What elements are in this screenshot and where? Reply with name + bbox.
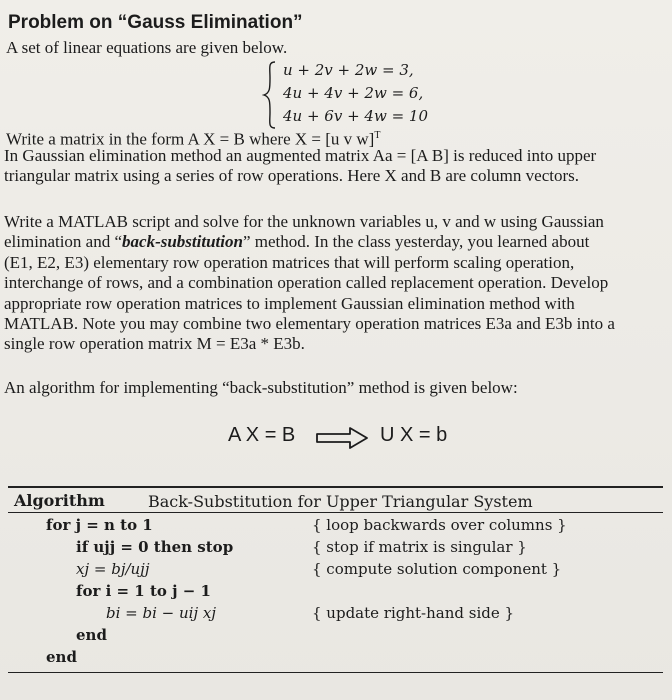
matlab-line-5: appropriate row operation matrices to implement Gaussian elimination method with xyxy=(4,294,575,313)
algorithm-comment-5: { update right-hand side } xyxy=(312,604,515,622)
algorithm-line-5: bi = bi − uij xj xyxy=(106,604,216,622)
equation-3: 4u + 6v + 4w = 10 xyxy=(283,107,429,125)
algorithm-heading: Back-Substitution for Upper Triangular System xyxy=(148,492,533,511)
algorithm-line-2: if ujj = 0 then stop xyxy=(76,538,234,556)
flow-right: U X = b xyxy=(380,424,448,446)
page-title: Problem on “Gauss Elimination” xyxy=(8,12,303,33)
algorithm-comment-2: { stop if matrix is singular } xyxy=(312,538,527,556)
algorithm-comment-1: { loop backwards over columns } xyxy=(312,516,567,534)
matlab-line-4: interchange of rows, and a combination operation called replacement operation. Develop xyxy=(4,273,609,292)
algorithm-line-1: for j = n to 1 xyxy=(46,516,153,534)
matlab-line-1: Write a MATLAB script and solve for the unknown variables u, v and w using Gaussian xyxy=(4,212,604,231)
intro-text: A set of linear equations are given below. xyxy=(6,38,288,57)
matlab-line-3: (E1, E2, E3) elementary row operation matrices that will perform scaling operation, xyxy=(4,253,575,272)
algorithm-line-4: for i = 1 to j − 1 xyxy=(76,582,211,600)
equation-1: u + 2v + 2w = 3, xyxy=(283,61,414,79)
algorithm-comment-3: { compute solution component } xyxy=(312,560,562,578)
matlab-line-2: elimination and “back-substitution” method. In the class yesterday, you learned about xyxy=(4,232,590,251)
gauss-line-2: triangular matrix using a series of row operations. Here X and B are column vectors. xyxy=(4,166,579,185)
write-matrix-text: Write a matrix in the form A X = B where X = [u v w]$^T$ xyxy=(6,129,381,149)
gauss-line-1: In Gaussian elimination method an augmented matrix Aa = [A B] is reduced into upper xyxy=(4,146,597,165)
algorithm-line-3: xj = bj/ujj xyxy=(76,560,150,578)
algorithm-top-rule xyxy=(8,486,663,488)
left-brace-icon xyxy=(262,60,278,130)
algorithm-label: Algorithm xyxy=(14,491,105,510)
algorithm-line-7: end xyxy=(46,648,77,666)
flow-left: A X = B xyxy=(228,424,296,446)
matlab-line-6: MATLAB. Note you may combine two elementary operation matrices E3a and E3b into a xyxy=(4,314,615,333)
algorithm-line-6: end xyxy=(76,626,107,644)
algorithm-mid-rule xyxy=(8,512,663,513)
matlab-line-7: single row operation matrix M = E3a * E3b. xyxy=(4,334,305,353)
double-arrow-right-icon xyxy=(316,427,368,449)
equation-2: 4u + 4v + 2w = 6, xyxy=(283,84,424,102)
algorithm-intro: An algorithm for implementing “back-substitution” method is given below: xyxy=(4,378,518,397)
algorithm-bottom-rule xyxy=(8,672,663,673)
